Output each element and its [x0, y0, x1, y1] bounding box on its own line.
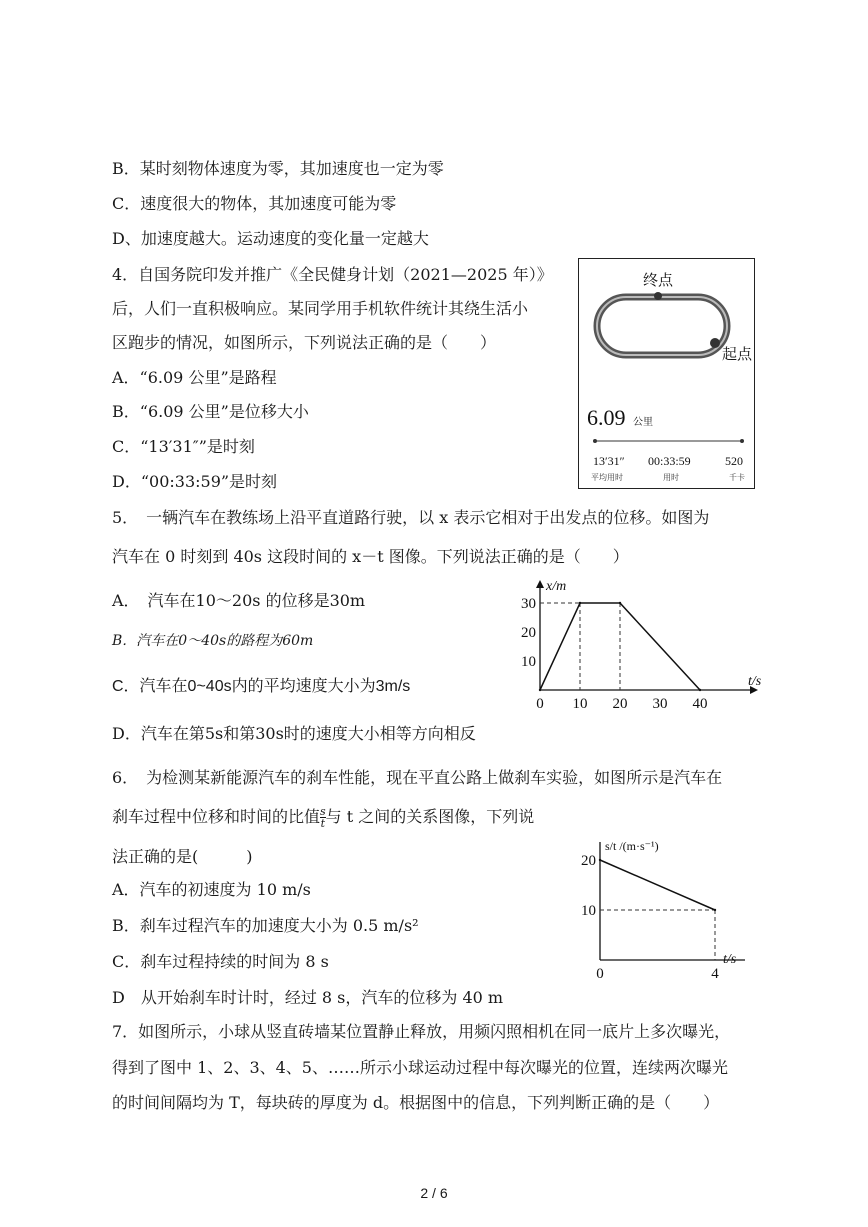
q6-stem-part-b: 与 t 之间的关系图像，下列说 — [325, 807, 535, 826]
xt-graph — [520, 578, 760, 718]
q7-stem-line-3: 的时间间隔均为 T，每块砖的厚度为 d。根据图中的信息，下列判断正确的是（ ） — [112, 1093, 720, 1112]
data-point — [599, 859, 601, 861]
q7-stem-line-2: 得到了图中 1、2、3、4、5、……所示小球运动过程中每次曝光的位置，连续两次曝光 — [112, 1058, 728, 1077]
x-tick-label: 10 — [572, 696, 588, 712]
q4-option-a: A．“6.09 公里”是路程 — [112, 368, 277, 387]
q3-option-c: C．速度很大的物体，其加速度可能为零 — [112, 194, 397, 213]
q6-stem-line-3: 法正确的是( ) — [112, 847, 253, 866]
running-app-figure — [578, 258, 755, 489]
data-point — [579, 602, 581, 604]
time-caption: 用时 — [663, 473, 679, 482]
q6-option-c: C．刹车过程持续的时间为 8 s — [112, 952, 329, 971]
pace-caption: 平均用时 — [591, 473, 623, 482]
calories-caption: 千卡 — [729, 473, 745, 482]
q4-stem-line-1: 4．自国务院印发并推广《全民健身计划（2021—2025 年）》 — [112, 265, 553, 284]
q5-option-c: C．汽车在0~40s内的平均速度大小为3m/s — [112, 678, 411, 695]
x-tick-label: 4 — [711, 966, 719, 982]
end-label: 终点 — [643, 273, 674, 289]
q5-option-b: B．汽车在0～40s的路程为60m — [112, 633, 314, 649]
q5-stem-line-2: 汽车在 0 时刻到 40s 这段时间的 x－t 图像。下列说法正确的是（ ） — [112, 547, 629, 566]
start-label: 起点 — [722, 347, 753, 363]
page-number: 2 / 6 — [420, 1185, 448, 1201]
q6-fraction-den: t — [320, 817, 326, 830]
q4-stem-line-2: 后，人们一直积极响应。某同学用手机软件统计其绕生活小 — [112, 299, 529, 318]
y-tick-label: 30 — [521, 596, 536, 612]
data-point — [699, 689, 701, 691]
calories-value: 520 — [725, 454, 743, 468]
q6-option-a: A．汽车的初速度为 10 m/s — [112, 880, 311, 899]
st-graph — [575, 830, 760, 982]
x-tick-label: 0 — [596, 966, 604, 982]
pace-value: 13′31″ — [593, 454, 625, 468]
x-tick-label: 20 — [612, 696, 628, 712]
q5-option-d: D．汽车在第5s和第30s时的速度大小相等方向相反 — [112, 724, 476, 743]
start-point-marker — [710, 338, 720, 348]
y-tick-label: 20 — [521, 625, 536, 641]
q6-fraction-num: s — [320, 805, 326, 818]
q5-option-a: A． 汽车在10～20s 的位移是30m — [112, 591, 366, 610]
q6-option-b: B．刹车过程汽车的加速度大小为 0.5 m/s² — [112, 916, 419, 935]
time-value: 00:33:59 — [648, 454, 691, 468]
xt-y-label: x/m — [546, 579, 567, 594]
distance-value: 6.09 — [587, 405, 626, 430]
series-line — [600, 860, 715, 910]
q6-stem-line-1: 6． 为检测某新能源汽车的刹车性能，现在平直公路上做刹车实验，如图所示是汽车在 — [112, 768, 723, 787]
st-x-label: t/s — [723, 952, 737, 967]
xt-x-label: t/s — [748, 674, 762, 689]
xt-y-arrow — [536, 580, 544, 588]
data-point — [714, 909, 716, 911]
x-tick-label: 40 — [692, 696, 708, 712]
x-tick-label: 0 — [536, 696, 544, 712]
q3-option-b: B．某时刻物体速度为零，其加速度也一定为零 — [112, 159, 444, 178]
y-tick-label: 10 — [521, 654, 536, 670]
st-y-label: s/t /(m·s⁻¹) — [605, 839, 659, 853]
q4-option-b: B．“6.09 公里”是位移大小 — [112, 402, 309, 421]
end-point-marker — [654, 292, 662, 300]
q6-option-d: D 从开始刹车时计时，经过 8 s，汽车的位移为 40 m — [112, 988, 504, 1007]
q4-stem-line-3: 区跑步的情况，如图所示，下列说法正确的是（ ） — [112, 333, 497, 352]
q5-stem-line-1: 5． 一辆汽车在教练场上沿平直道路行驶，以 x 表示它相对于出发点的位移。如图为 — [112, 508, 710, 527]
distance-unit: 公里 — [633, 417, 653, 428]
q7-stem-line-1: 7．如图所示，小球从竖直砖墙某位置静止释放，用频闪照相机在同一底片上多次曝光， — [112, 1022, 731, 1041]
y-tick-label: 10 — [581, 903, 596, 919]
q6-stem-line-2 — [112, 806, 534, 829]
q4-option-c: C．“13′31″”是时刻 — [112, 437, 255, 456]
data-point — [619, 602, 621, 604]
running-track-drawing — [579, 259, 756, 490]
q4-option-d: D．“00:33:59”是时刻 — [112, 472, 278, 491]
q3-option-d: D、加速度越大。运动速度的变化量一定越大 — [112, 229, 429, 248]
y-tick-label: 20 — [581, 853, 596, 869]
x-tick-label: 30 — [652, 696, 668, 712]
q6-stem-part-a: 刹车过程中位移和时间的比值 — [112, 807, 321, 826]
data-point — [539, 689, 541, 691]
